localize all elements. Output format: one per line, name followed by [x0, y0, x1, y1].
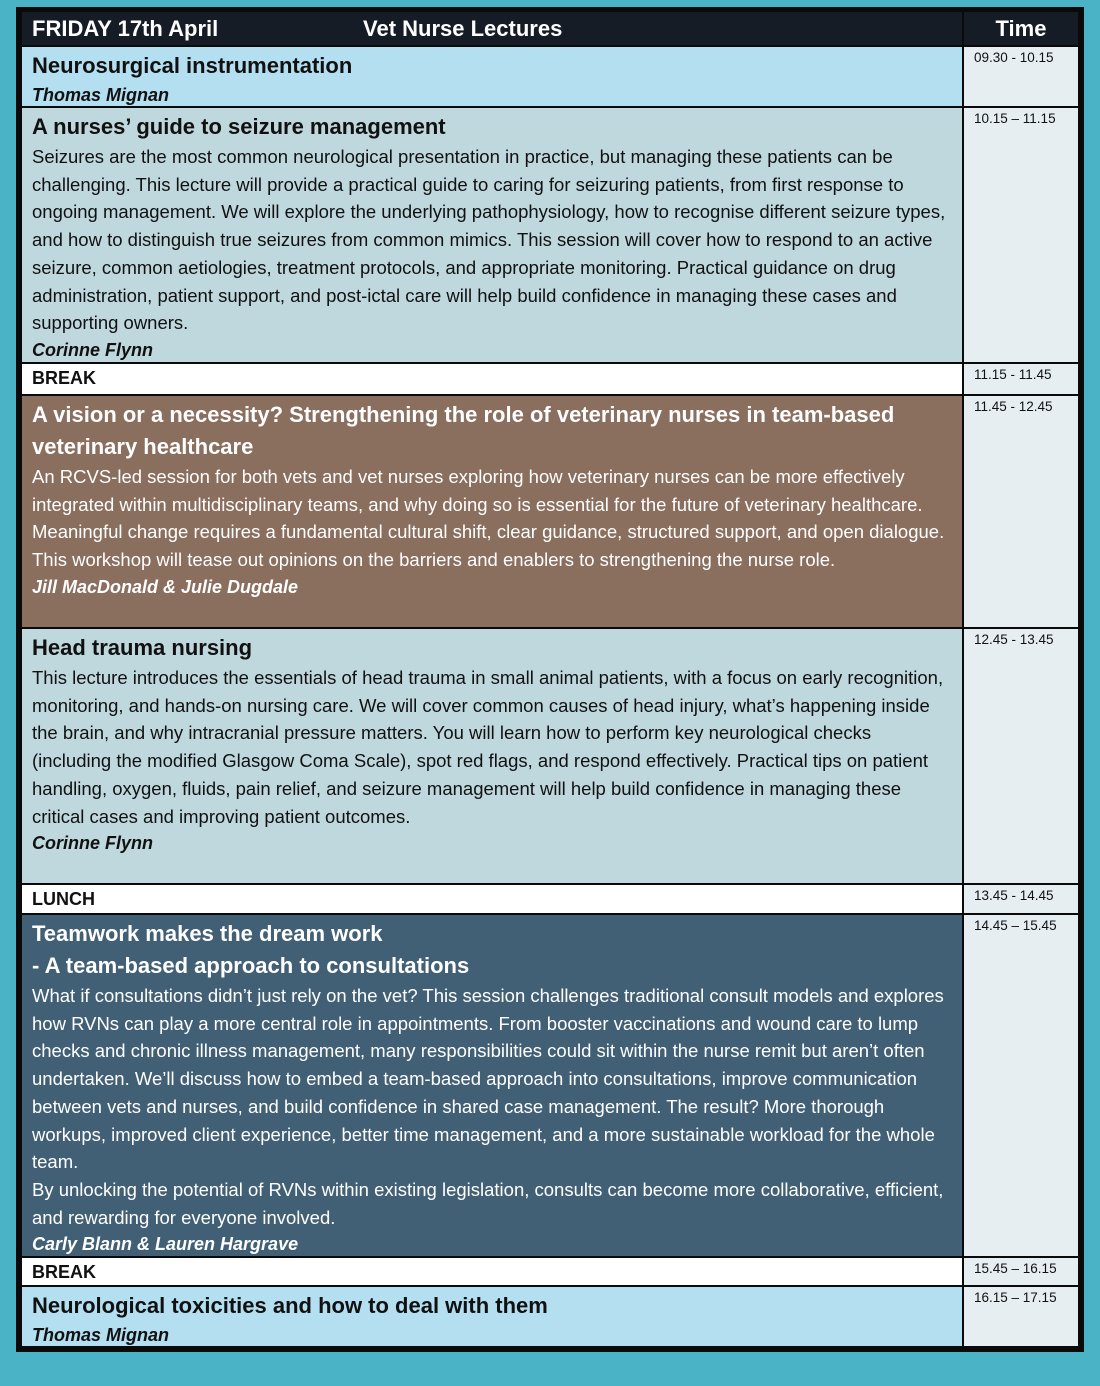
time-column-header: Time [964, 12, 1078, 45]
session-time: 10.15 – 11.15 [964, 108, 1078, 362]
session-time: 14.45 – 15.45 [964, 915, 1078, 1256]
session-seizure-management [22, 108, 962, 362]
session-description: This lecture introduces the essentials of head trauma in small animal patients, with a focus on early recognition, monitoring, and hands-on nursing care. We will cover common causes of head injury, what’s happening inside the brain, and why intracranial pressure matters. You will learn how to perform key neurological checks (including the modified Glasgow Coma Scale), spot red flags, and respond effectively. Practical tips on patient handling, oxygen, fluids, pain relief, and seizure management will help build confidence in managing these critical cases and improving patient outcomes. [32, 667, 944, 827]
session-speaker: Carly Blann & Lauren Hargrave [32, 1234, 299, 1255]
header-title-cell [22, 12, 962, 45]
session-title: A nurses’ guide to seizure management [32, 114, 446, 139]
session-vn-role-workshop [22, 396, 962, 627]
session-title: A vision or a necessity? Strengthening the role of veterinary nurses in team-based veterinary healthcare [32, 402, 895, 459]
session-time: 16.15 – 17.15 [964, 1287, 1078, 1346]
session-head-trauma [22, 629, 962, 883]
page-title: Vet Nurse Lectures [363, 16, 563, 41]
session-speaker: Thomas Mignan [32, 85, 170, 105]
session-subtitle: - A team-based approach to consultations [32, 953, 470, 978]
break-row: BREAK [22, 1258, 962, 1285]
break-time: 11.15 - 11.45 [964, 364, 1078, 394]
break-row: BREAK [22, 364, 962, 394]
session-time: 12.45 - 13.45 [964, 629, 1078, 883]
lunch-time: 13.45 - 14.45 [964, 885, 1078, 913]
session-description: Seizures are the most common neurological presentation in practice, but managing these patients can be challenging. This lecture will provide a practical guide to caring for seizuring patients, from first response to ongoing management. We will explore the underlying pathophysiology, how to recognise different seizure types, and how to distinguish true seizures from common mimics. This session will cover how to respond to an active seizure, common aetiologies, treatment protocols, and appropriate monitoring. Practical guidance on drug administration, patient support, and post-ictal care will help build confidence in managing these cases and supporting owners. [32, 146, 946, 334]
session-speaker: Thomas Mignan [32, 1325, 170, 1345]
session-time: 09.30 - 10.15 [964, 47, 1078, 106]
session-description-2: By unlocking the potential of RVNs within existing legislation, consults can become more collaborative, efficient, and rewarding for everyone involved. [32, 1178, 944, 1228]
session-title: Head trauma nursing [32, 635, 253, 660]
day-label: FRIDAY 17th April [32, 16, 219, 41]
schedule-table [22, 12, 1078, 1346]
session-neurosurgical-instrumentation [22, 47, 962, 106]
session-neurological-toxicities [22, 1287, 962, 1346]
session-description: An RCVS-led session for both vets and vet nurses exploring how veterinary nurses can be more effectively integrated within multidisciplinary teams, and why doing so is essential for the future of veterinary healthcare. Meaningful change requires a fundamental cultural shift, clear guidance, structured support, and open dialogue. This workshop will tease out opinions on the barriers and enablers to strengthening the nurse role. [32, 466, 945, 571]
session-time: 11.45 - 12.45 [964, 396, 1078, 627]
session-speaker: Corinne Flynn [32, 339, 153, 360]
session-description: What if consultations didn’t just rely on the vet? This session challenges traditional consult models and explores how RVNs can play a more central role in appointments. From booster vaccinations and wound care to lump checks and chronic illness management, many responsibilities could sit within the nurse remit but aren’t often undertaken. We’ll discuss how to embed a team-based approach into consultations, improve communication between vets and nurses, and build confidence in shared case management. The result? More thorough workups, improved client experience, better time management, and a more sustainable workload for the whole team. [32, 985, 944, 1173]
session-teamwork-consultations [22, 915, 962, 1256]
session-title: Neurological toxicities and how to deal with them [32, 1293, 548, 1318]
lunch-row: LUNCH [22, 885, 962, 913]
session-speaker: Jill MacDonald & Julie Dugdale [32, 576, 299, 597]
session-title: Neurosurgical instrumentation [32, 53, 353, 78]
session-title: Teamwork makes the dream work [32, 921, 383, 946]
session-speaker: Corinne Flynn [32, 833, 153, 854]
break-time: 15.45 – 16.15 [964, 1258, 1078, 1285]
